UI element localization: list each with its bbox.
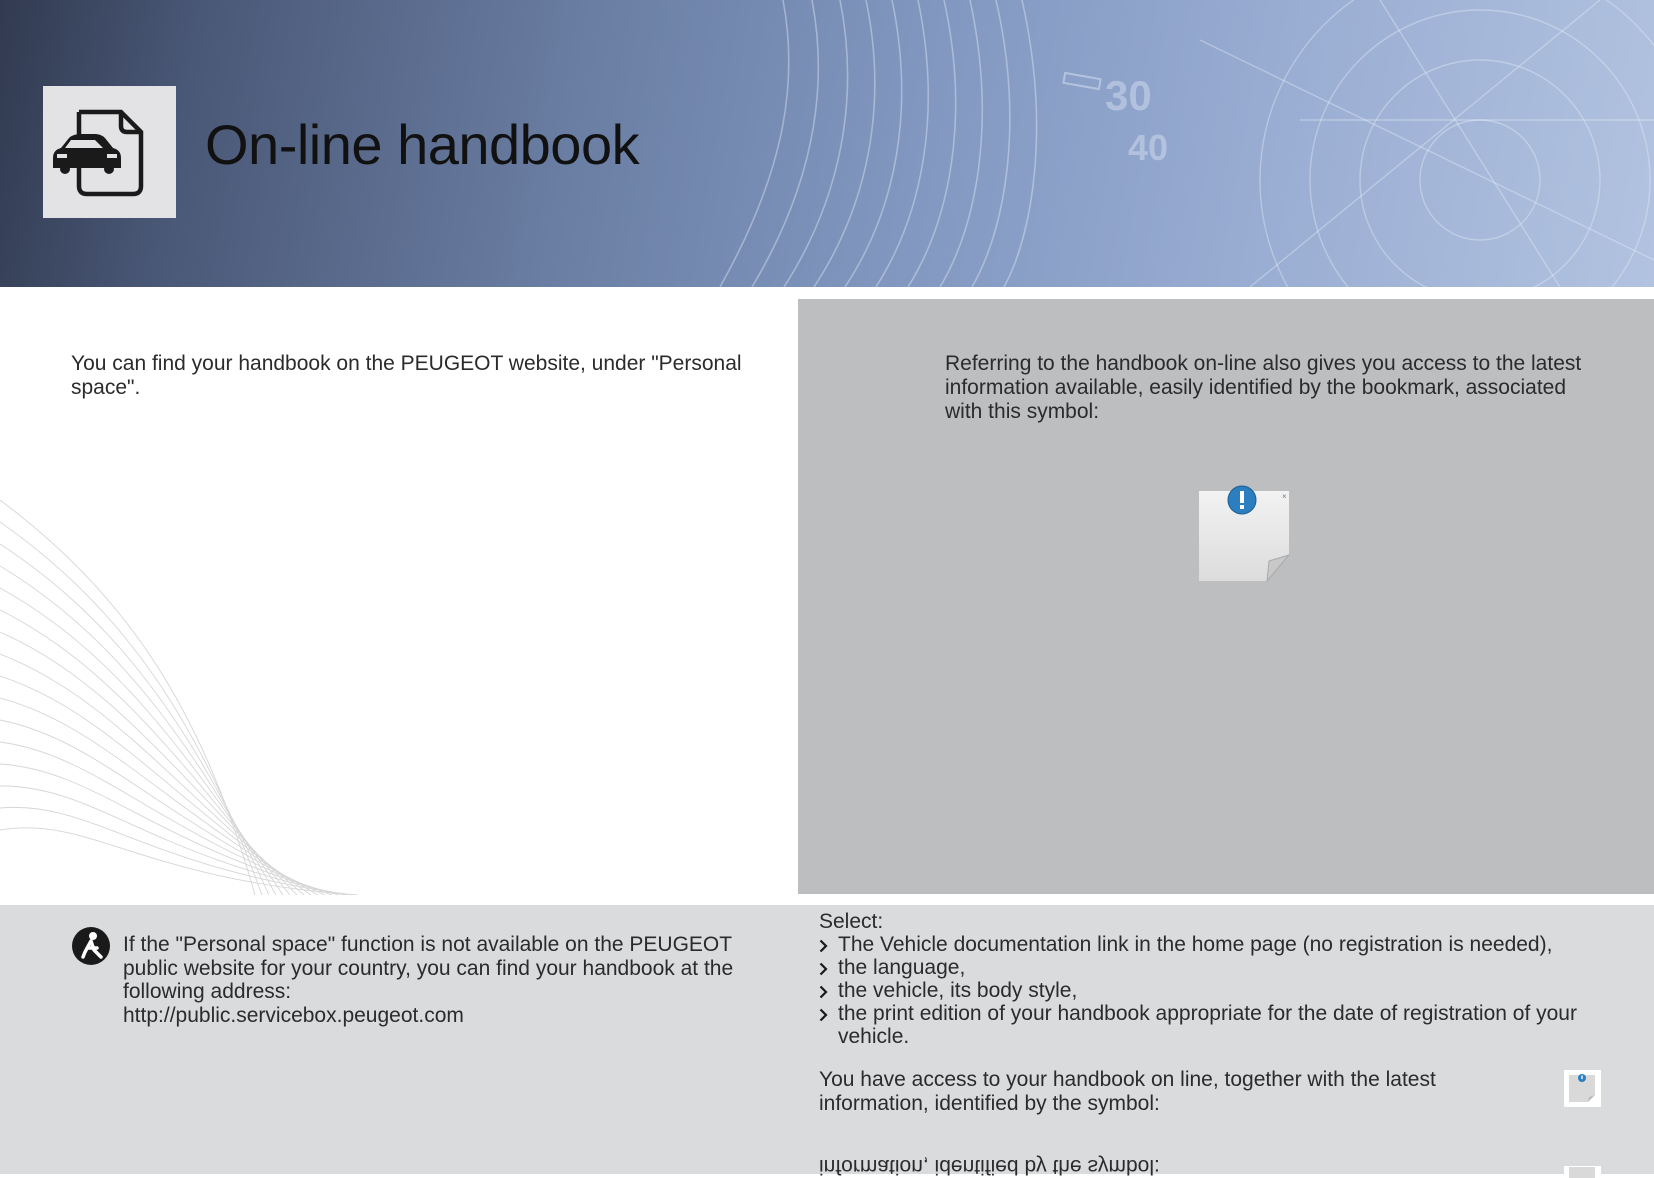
info-icon xyxy=(71,926,111,966)
intro-text: You can find your handbook on the PEUGEOT website, under "Personal space". xyxy=(71,352,742,399)
list-item xyxy=(819,979,1619,1002)
chevron-right-icon xyxy=(819,1008,828,1022)
small-bookmark-symbol xyxy=(1564,1070,1601,1107)
chevron-right-icon xyxy=(819,985,828,999)
step-text: the vehicle, its body style, xyxy=(838,979,1078,1002)
note-text xyxy=(123,933,763,1027)
select-label: Select: xyxy=(819,910,884,933)
chevron-right-icon xyxy=(819,962,828,976)
list-item xyxy=(819,933,1619,956)
svg-text:40: 40 xyxy=(1128,127,1169,168)
access-text: You have access to your handbook on line, together with the latest information, identified by the symbol: xyxy=(819,1068,1436,1115)
info-panel xyxy=(798,299,1654,894)
decorative-curves xyxy=(0,500,360,895)
header-banner xyxy=(0,0,1654,287)
svg-text:30: 30 xyxy=(1105,72,1152,119)
note-message: If the "Personal space" function is not available on the PEUGEOT public website for your country, you can find your handbook at the following address: xyxy=(123,933,734,1003)
bookmark-info-icon xyxy=(1564,1167,1601,1178)
page-title: On-line handbook xyxy=(205,113,640,176)
chevron-right-icon xyxy=(819,939,828,953)
list-item xyxy=(819,1002,1619,1048)
car-handbook-icon xyxy=(43,86,176,218)
handbook-logo xyxy=(43,86,176,218)
mirrored-symbol xyxy=(1564,1166,1601,1178)
step-text: The Vehicle documentation link in the home page (no registration is needed), xyxy=(838,933,1553,956)
panel-text: Referring to the handbook on-line also gives you access to the latest information available, easily identified by the bookmark, associated with this symbol: xyxy=(945,352,1582,423)
step-text: the language, xyxy=(838,956,966,979)
svg-text:×: × xyxy=(1282,492,1287,501)
steps-list xyxy=(819,933,1619,1048)
footer-section xyxy=(0,905,1654,1178)
list-item xyxy=(819,956,1619,979)
select-steps xyxy=(819,910,1619,1048)
servicebox-link[interactable]: http://public.servicebox.peugeot.com xyxy=(123,1003,464,1027)
mirrored-text: information, identified by the symbol: xyxy=(819,1155,1160,1178)
bookmark-info-icon xyxy=(1197,485,1293,583)
bookmark-info-icon xyxy=(1564,1070,1601,1107)
step-text: the print edition of your handbook appropriate for the date of registration of your vehicle. xyxy=(838,1002,1577,1048)
